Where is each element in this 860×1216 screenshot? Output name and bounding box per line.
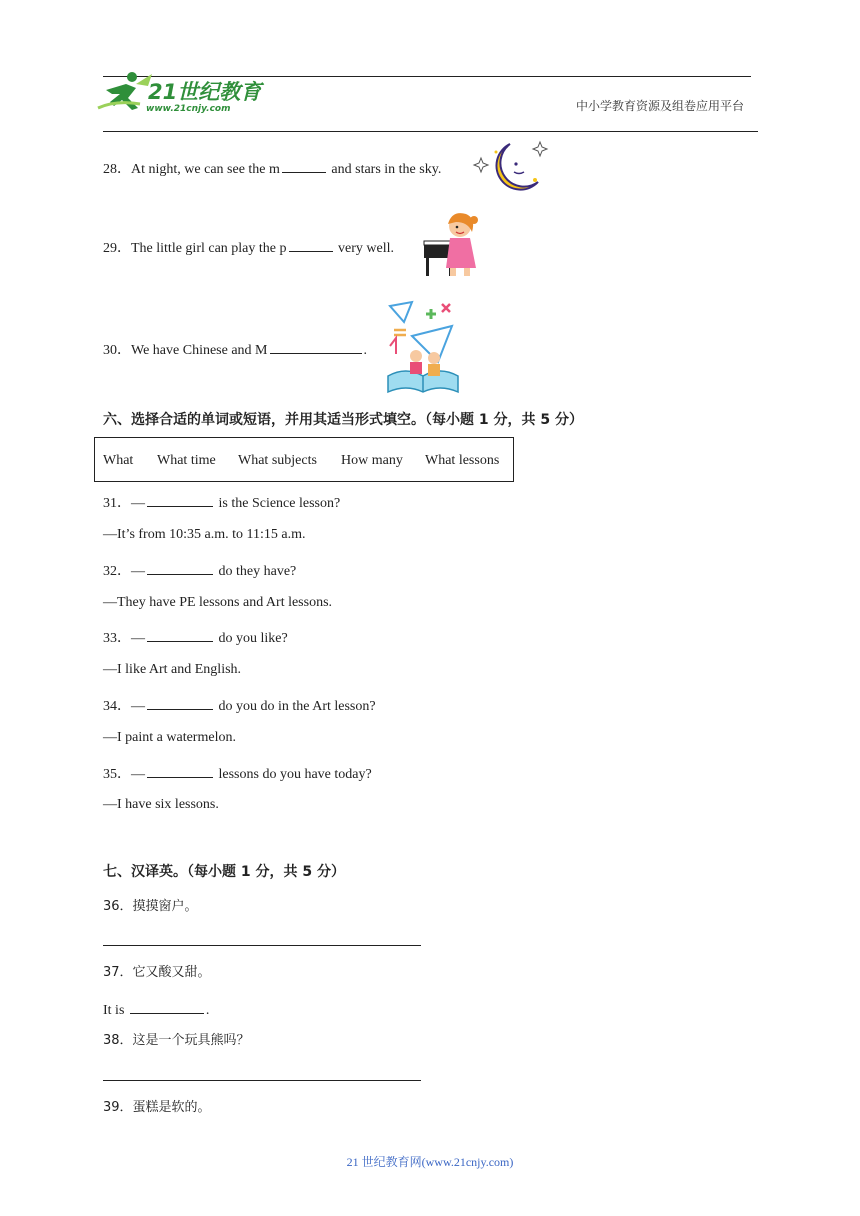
answer-blank[interactable] [147, 492, 213, 507]
answer-blank[interactable] [147, 763, 213, 778]
answer-33: —I like Art and English. [103, 662, 242, 677]
question-30: 30．We have Chinese and M . [103, 339, 367, 360]
answer-line-38[interactable] [103, 1080, 421, 1081]
word-bank-item: What subjects [238, 453, 317, 468]
question-28: 28．At night, we can see the m and stars in the sky. [103, 158, 441, 179]
answer-32: —They have PE lessons and Art lessons. [103, 595, 333, 610]
answer-blank[interactable] [289, 237, 333, 252]
header-bottom-rule [103, 131, 758, 132]
girl-piano-icon [420, 208, 482, 280]
question-34: 34．— do you do in the Art lesson? [103, 695, 376, 716]
header [0, 0, 860, 135]
answer-35: —I have six lessons. [103, 797, 219, 812]
answer-blank[interactable] [147, 560, 213, 575]
word-bank-item: What time [157, 453, 216, 468]
answer-31: —It’s from 10:35 a.m. to 11:15 a.m. [103, 527, 306, 542]
question-33: 33．— do you like? [103, 627, 288, 648]
question-35: 35．— lessons do you have today? [103, 763, 372, 784]
question-31: 31．— is the Science lesson? [103, 492, 340, 513]
answer-blank[interactable] [147, 695, 213, 710]
question-39: 39．蛋糕是软的。 [103, 1100, 211, 1115]
moon-stars-icon [472, 140, 550, 194]
header-top-rule [103, 76, 751, 77]
answer-blank[interactable] [147, 627, 213, 642]
footer-text: 21 世纪教育网(www.21cnjy.com) [346, 1155, 514, 1169]
section-6-title: 六、选择合适的单词或短语，并用其适当形式填空。（每小题 1 分，共 5 分） [103, 412, 583, 428]
answer-37: It is . [103, 999, 209, 1020]
question-29: 29．The little girl can play the p very well. [103, 237, 394, 258]
word-bank [94, 437, 514, 482]
logo-text: 21世纪教育 [148, 80, 262, 104]
word-bank-item: How many [341, 453, 403, 468]
question-38: 38．这是一个玩具熊吗？ [103, 1033, 250, 1048]
question-37: 37．它又酸又甜。 [103, 965, 211, 980]
answer-blank[interactable] [282, 158, 326, 173]
word-bank-item: What [103, 453, 134, 468]
header-right-text: 中小学教育资源及组卷应用平台 [576, 99, 745, 113]
answer-blank[interactable] [130, 999, 204, 1014]
word-bank-item: What lessons [425, 453, 500, 468]
section-7-title: 七、汉译英。（每小题 1 分，共 5 分） [103, 864, 345, 880]
question-32: 32．— do they have? [103, 560, 296, 581]
answer-34: —I paint a watermelon. [103, 730, 236, 745]
answer-line-36[interactable] [103, 945, 421, 946]
logo-url: www.21cnjy.com [146, 104, 231, 114]
answer-blank[interactable] [270, 339, 362, 354]
question-36: 36．摸摸窗户。 [103, 899, 198, 914]
math-book-icon [382, 296, 464, 398]
